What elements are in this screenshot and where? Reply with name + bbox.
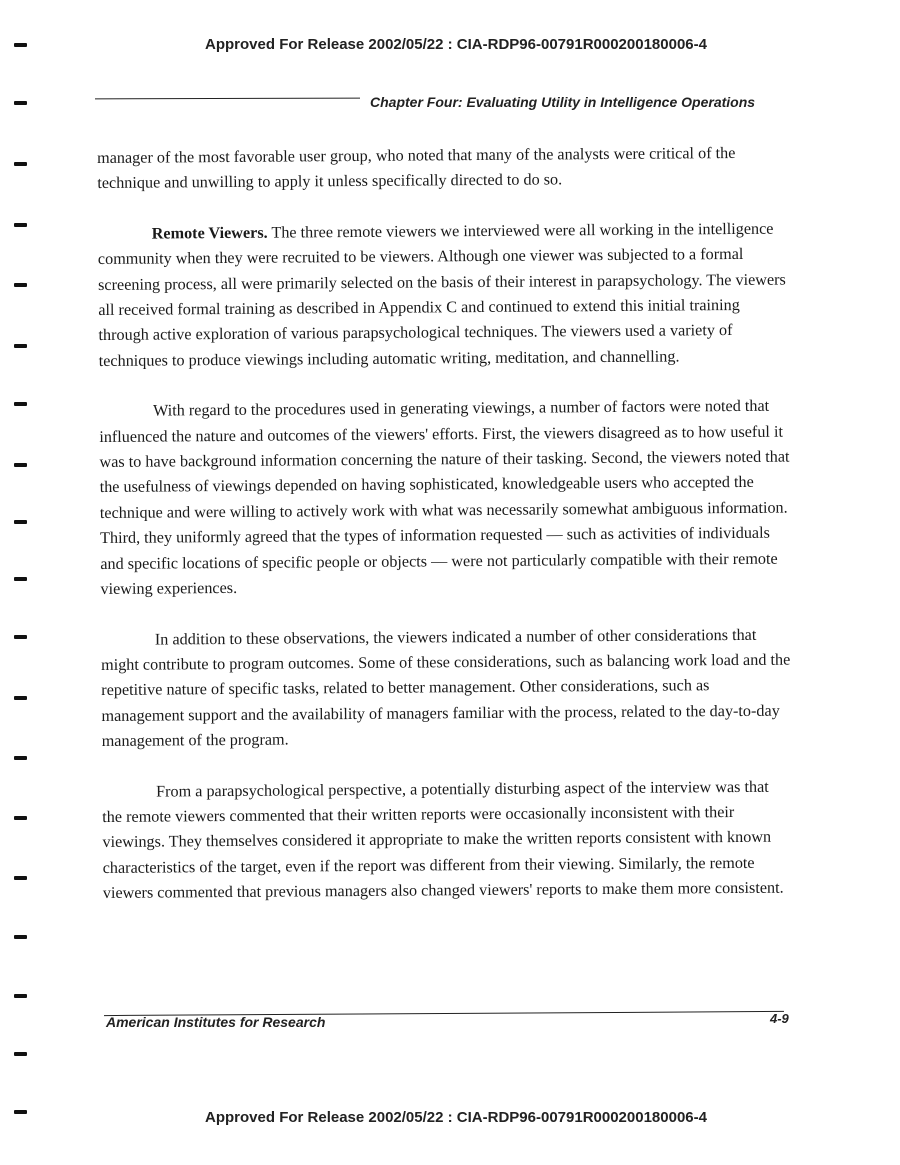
punch-mark [14,520,27,524]
punch-mark [14,635,27,639]
punch-mark [14,223,27,227]
punch-mark [14,577,27,581]
punch-mark [14,994,27,998]
paragraph-continuation [97,141,787,197]
punch-mark [14,162,27,166]
punch-mark [14,816,27,820]
punch-mark [14,1110,27,1114]
paragraph-considerations [101,622,792,754]
release-header: Approved For Release 2002/05/22 : CIA-RDP96-00791R000200180006-4 [205,36,707,53]
paragraph-text: manager of the most favorable user group, who noted that many of the analysts were critical of the technique and unwilling to apply it unless specifically directed to do so. [97,143,736,193]
release-footer: Approved For Release 2002/05/22 : CIA-RDP96-00791R000200180006-4 [205,1109,707,1126]
paragraph-text: In addition to these observations, the viewers indicated a number of other considerations that might contribute to program outcomes. Some of these considerations, such as balancing work load and the repetitive nature of specific tasks, related to better management. Other considerations, such as management support and the availability of managers familiar with the process, related to the day-to-day management of the program. [101,625,791,751]
punch-mark [14,1052,27,1056]
paragraph-parapsychological [102,774,793,906]
paragraph-text: The three remote viewers we interviewed were all working in the intelligence community when they were recruited to be viewers. Although one viewer was subjected to a formal screening process, all were primarily selected on the basis of their interest in parapsychology. The viewers all received formal training as described in Appendix C and continued to extend this initial training through active exploration of various parapsychological techniques. The viewers used a variety of techniques to produce viewings including automatic writing, meditation, and channelling. [97,219,786,370]
punch-mark [14,756,27,760]
run-in-heading: Remote Viewers. [151,223,268,243]
paragraph-remote-viewers [98,216,789,374]
paragraph-text: From a parapsychological perspective, a potentially disturbing aspect of the interview was that the remote viewers commented that their written reports were occasionally inconsistent with their viewings. They themselves considered it appropriate to make the written reports consistent with known characteristics of the target, even if the report was different from their viewing. Similarly, the remote viewers commented that previous managers also changed viewers' reports to make them more consistent. [102,777,784,903]
punch-mark [14,101,27,105]
paragraph-procedures [99,394,791,603]
chapter-title: Chapter Four: Evaluating Utility in Intelligence Operations [370,94,756,110]
footer-organization: American Institutes for Research [106,1014,326,1030]
punch-mark [14,876,27,880]
punch-mark [14,463,27,467]
punch-mark [14,283,27,287]
page-number: 4-9 [770,1011,789,1026]
body-text [97,141,793,932]
punch-mark [14,935,27,939]
punch-mark [14,402,27,406]
punch-mark [14,696,27,700]
header-rule [95,98,360,100]
punch-mark [14,344,27,348]
paragraph-text: With regard to the procedures used in generating viewings, a number of factors were noted that influenced the nature and outcomes of the viewers' efforts. First, the viewers disagreed as to how useful it was to have background information concerning the nature of their tasking. Second, the viewers noted that the usefulness of viewings depended on having sophisticated, knowledgeable users who accepted the technique and were willing to actively work with what was necessarily somewhat ambiguous information. Third, they uniformly agreed that the types of information requested — such as activities of individuals and specific locations of specific people or objects — were not particularly compatible with their remote viewing experiences. [99,396,790,599]
punch-mark [14,43,27,47]
